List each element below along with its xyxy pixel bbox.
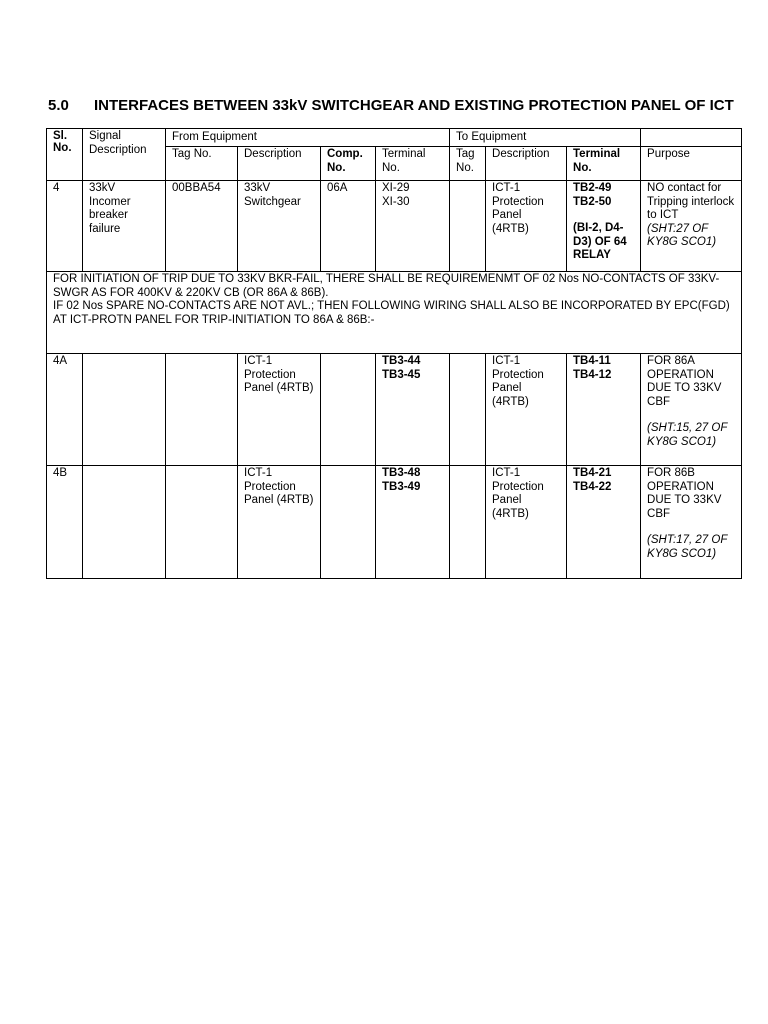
row-comp-no [321,466,376,579]
header-to-description: Description [486,147,567,181]
header-sl-no: Sl. No. [47,129,83,181]
row-sl-no: 4 [47,181,83,272]
row-from-tag-no: 00BBA54 [166,181,238,272]
terminal-value: TB3-48 [382,467,421,479]
terminal-value: TB2-50 [573,195,612,208]
row-to-description: ICT-1 Protection Panel (4RTB) [486,354,567,466]
table-row [47,181,742,272]
section-number: 5.0 [48,97,69,114]
terminal-value: TB2-49 [573,182,612,194]
purpose-reference: (SHT:17, 27 OF KY8G SCO1) [647,534,728,560]
row-sl-no: 4B [47,466,83,579]
terminal-value: TB3-49 [382,480,421,493]
row-from-terminal-no [376,466,450,579]
header-signal-description: Signal Description [83,129,166,181]
section-title: INTERFACES BETWEEN 33kV SWITCHGEAR AND EXISTING PROTECTION PANEL OF ICT [94,97,734,114]
row-sl-no: 4A [47,354,83,466]
row-from-terminal-no [376,354,450,466]
header-from-terminal-no: Terminal No. [376,147,450,181]
terminal-note: (BI-2, D4-D3) OF 64 RELAY [573,222,627,261]
interface-table [46,128,742,579]
header-from-description: Description [238,147,321,181]
terminal-value: TB3-44 [382,355,421,367]
header-to-equipment: To Equipment [450,129,641,147]
row-from-terminal-no [376,181,450,272]
row-from-description: 33kV Switchgear [238,181,321,272]
row-from-description: ICT-1 Protection Panel (4RTB) [238,466,321,579]
note-cell [47,272,742,354]
row-from-tag-no [166,354,238,466]
purpose-text: FOR 86B OPERATION DUE TO 33KV CBF [647,467,722,520]
purpose-reference: (SHT:27 OF KY8G SCO1) [647,222,717,248]
note-row [47,272,742,354]
row-signal-description [83,466,166,579]
terminal-value: TB4-22 [573,480,612,493]
terminal-value: XI-30 [382,195,410,208]
header-from-equipment: From Equipment [166,129,450,147]
note-paragraph-1: FOR INITIATION OF TRIP DUE TO 33KV BKR-FAIL, THERE SHALL BE REQUIREMENMT OF 02 Nos NO-CONTACTS OF 33KV-SWGR AS FOR 400KV & 220KV CB (OR 86A & 86B). [53,273,720,299]
header-purpose: Purpose [641,147,742,181]
terminal-value: TB4-11 [573,355,611,367]
table-row [47,466,742,579]
row-to-description: ICT-1 Protection Panel (4RTB) [486,181,567,272]
section-heading [48,97,734,114]
terminal-value: TB4-21 [573,467,612,479]
row-purpose [641,181,742,272]
terminal-value: TB3-45 [382,368,421,381]
terminal-value: TB4-12 [573,368,612,381]
row-to-terminal-no [567,181,641,272]
note-paragraph-2: IF 02 Nos SPARE NO-CONTACTS ARE NOT AVL.; THEN FOLLOWING WIRING SHALL ALSO BE INCORPORATED BY EPC(FGD) AT ICT-PROTN PANEL FOR TRIP-INITIATION TO 86A & 86B:- [53,300,730,326]
row-to-description: ICT-1 Protection Panel (4RTB) [486,466,567,579]
row-signal-description [83,354,166,466]
row-from-description: ICT-1 Protection Panel (4RTB) [238,354,321,466]
header-comp-no: Comp. No. [321,147,376,181]
row-to-terminal-no [567,466,641,579]
header-to-tag-no: Tag No. [450,147,486,181]
header-row-1 [47,129,742,147]
row-from-tag-no [166,466,238,579]
purpose-text: NO contact for Tripping interlock to ICT [647,182,735,221]
header-blank-cell [641,129,742,147]
table-row [47,354,742,466]
row-to-tag-no [450,354,486,466]
purpose-reference: (SHT:15, 27 OF KY8G SCO1) [647,422,728,448]
header-to-terminal-no: Terminal No. [567,147,641,181]
header-from-tag-no: Tag No. [166,147,238,181]
row-purpose [641,354,742,466]
row-purpose [641,466,742,579]
row-to-tag-no [450,466,486,579]
row-comp-no [321,354,376,466]
row-to-tag-no [450,181,486,272]
terminal-value: XI-29 [382,182,410,194]
purpose-text: FOR 86A OPERATION DUE TO 33KV CBF [647,355,722,408]
row-comp-no: 06A [321,181,376,272]
row-signal-description: 33kV Incomer breaker failure [83,181,166,272]
row-to-terminal-no [567,354,641,466]
